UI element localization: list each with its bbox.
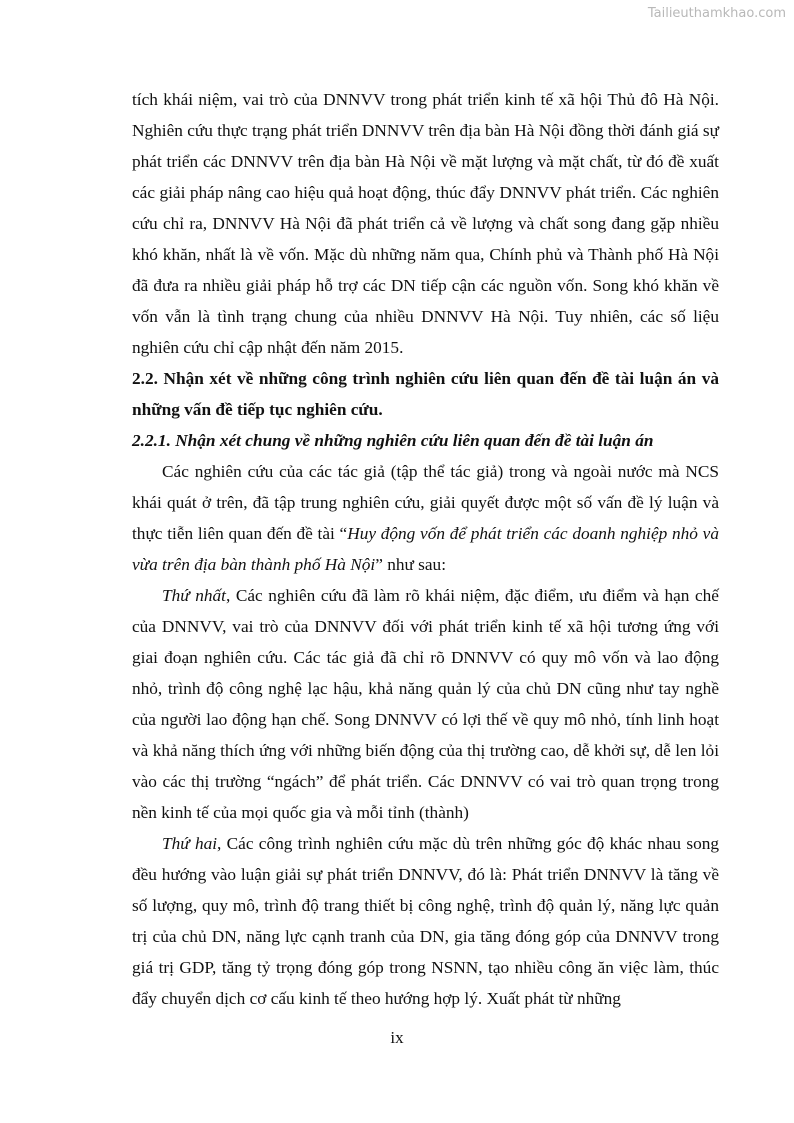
paragraph-second-point [132, 828, 719, 1014]
paragraph-first-point [132, 580, 719, 828]
first-point-lead: Thứ nhất [162, 586, 226, 605]
section-heading-2-2: 2.2. Nhận xét về những công trình nghiên cứu liên quan đến đề tài luận án và những vấn đề tiếp tục nghiên cứu. [132, 369, 719, 419]
document-body [132, 84, 719, 1014]
second-point-lead: Thứ hai [162, 834, 218, 853]
paragraph-overview-text: Các nghiên cứu của các tác giả (tập thể tác giả) trong và ngoài nước mà NCS khái quát ở trên, đã tập trung nghiên cứu, giải quyết được một số vấn đề lý luận và thực tiễn liên quan đến đề tài “ [132, 462, 719, 543]
second-point-text: , Các công trình nghiên cứu mặc dù trên những góc độ khác nhau song đều hướng vào luận giải sự phát triển DNNVV, đó là: Phát triển DNNVV là tăng về số lượng, quy mô, trình độ trang thiết bị công nghệ, trình độ quản lý, năng lực quản trị của chủ DN, năng lực cạnh tranh của DN, gia tăng đóng góp của DNNVV trong giá trị GDP, tăng tỷ trọng đóng góp trong NSNN, tạo nhiều công ăn việc làm, thúc đẩy chuyển dịch cơ cấu kinh tế theo hướng hợp lý. Xuất phát từ những [132, 834, 719, 1008]
paragraph-continuation: tích khái niệm, vai trò của DNNVV trong phát triển kinh tế xã hội Thủ đô Hà Nội. Nghiên cứu thực trạng phát triển DNNVV trên địa bàn Hà Nội đồng thời đánh giá sự phát triển các DNNVV trên địa bàn Hà Nội về mặt lượng và mặt chất, từ đó đề xuất các giải pháp nâng cao hiệu quả hoạt động, thúc đẩy DNNVV phát triển. Các nghiên cứu chỉ ra, DNNVV Hà Nội đã phát triển cả về lượng và chất song đang gặp nhiều khó khăn, nhất là về vốn. Mặc dù những năm qua, Chính phủ và Thành phố Hà Nội đã đưa ra nhiều giải pháp hỗ trợ các DN tiếp cận các nguồn vốn. Song khó khăn về vốn vẫn là tình trạng chung của nhiều DNNVV Hà Nội. Tuy nhiên, các số liệu nghiên cứu chỉ cập nhật đến năm 2015. [132, 90, 719, 357]
paragraph-overview-end: ” như sau: [375, 555, 446, 574]
paragraph-overview [132, 456, 719, 580]
thesis-title: Huy động vốn để phát triển các doanh nghiệp nhỏ và vừa trên địa bàn thành phố Hà Nội [132, 524, 719, 574]
page-number: ix [390, 1028, 404, 1047]
subsection-heading-2-2-1: 2.2.1. Nhận xét chung về những nghiên cứu liên quan đến đề tài luận án [132, 431, 654, 450]
watermark-text: Tailieuthamkhao.com [647, 6, 786, 21]
first-point-text: , Các nghiên cứu đã làm rõ khái niệm, đặc điểm, ưu điểm và hạn chế của DNNVV, vai trò của DNNVV đối với phát triển kinh tế xã hội tương ứng với giai đoạn nghiên cứu. Các tác giả đã chỉ rõ DNNVV có quy mô vốn và lao động nhỏ, trình độ công nghệ lạc hậu, khả năng quản lý của chủ DN cũng như tay nghề của người lao động hạn chế. Song DNNVV có lợi thế về quy mô nhỏ, tính linh hoạt và khả năng thích ứng với những biến động của thị trường cao, dễ khởi sự, dễ len lỏi vào các thị trường “ngách” để phát triển. Các DNNVV có vai trò quan trọng trong nền kinh tế của mọi quốc gia và mỗi tỉnh (thành) [132, 586, 719, 822]
